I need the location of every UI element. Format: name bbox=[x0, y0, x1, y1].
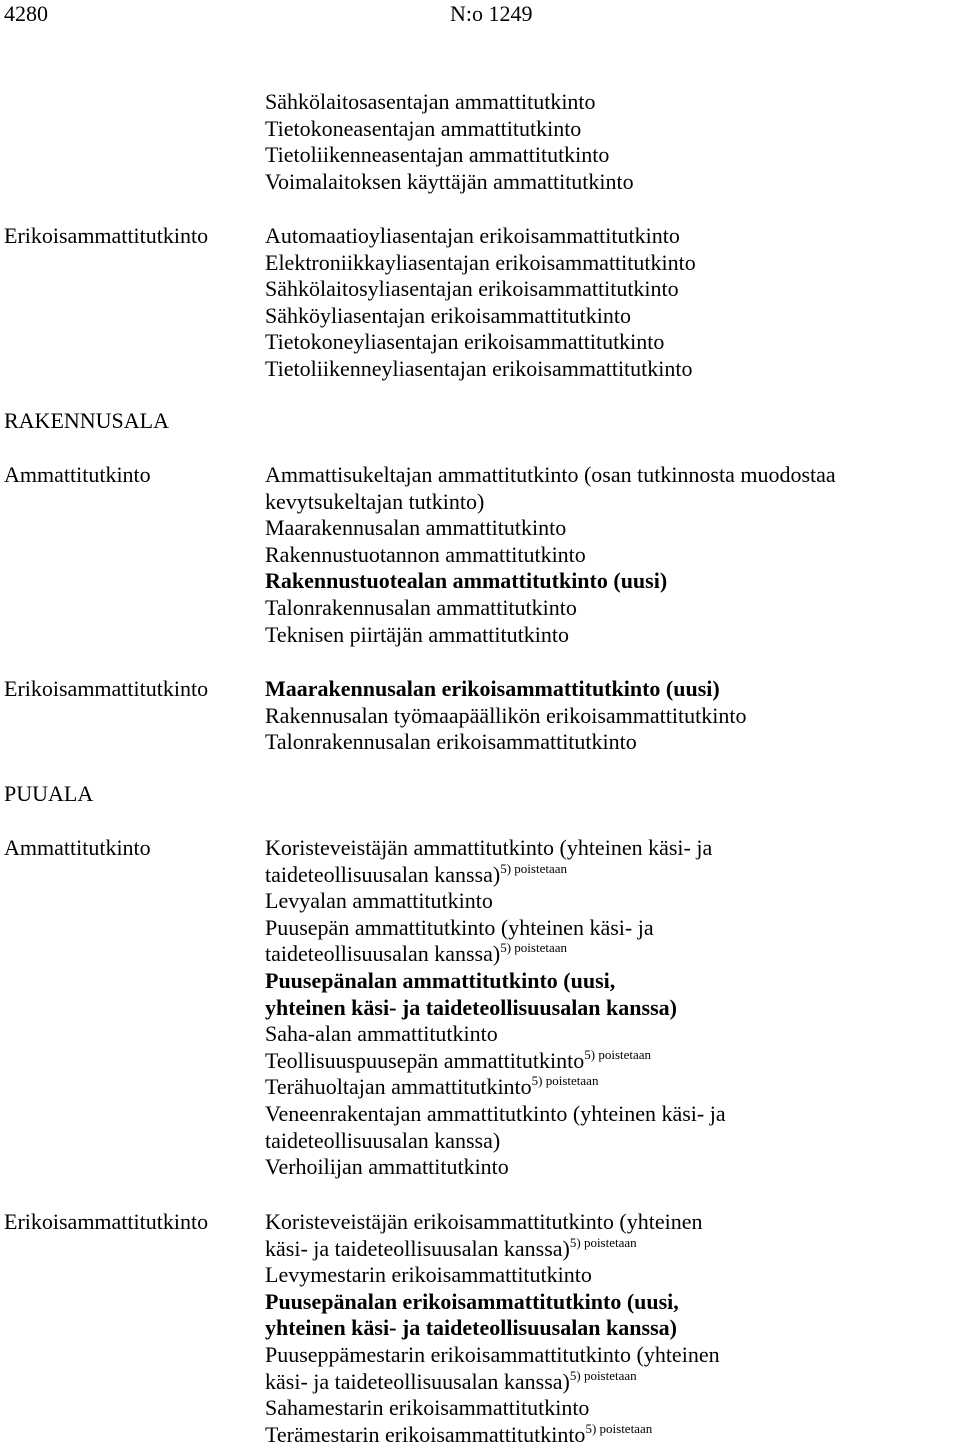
list-item bbox=[265, 462, 960, 515]
item-line bbox=[265, 676, 960, 703]
section-label: PUUALA bbox=[4, 781, 94, 806]
item-text: Sähköyliasentajan erikoisammattitutkinto bbox=[265, 302, 631, 328]
item-line bbox=[265, 1422, 960, 1449]
item-text: Teollisuuspuusepän ammattitutkinto bbox=[265, 1047, 585, 1073]
item-line bbox=[265, 888, 960, 915]
item-line bbox=[265, 169, 960, 196]
item-line bbox=[265, 835, 960, 862]
item-text: Veneenrakentajan ammattitutkinto (yhteinen käsi- ja bbox=[265, 1100, 726, 1126]
item-text: Sähkölaitosasentajan ammattitutkinto bbox=[265, 89, 596, 114]
list-item bbox=[265, 568, 960, 595]
item-text: Puusepän ammattitutkinto (yhteinen käsi- ja bbox=[265, 914, 654, 940]
item-line bbox=[265, 1128, 960, 1155]
item-text: Teknisen piirtäjän ammattitutkinto bbox=[265, 621, 569, 647]
item-line bbox=[265, 1021, 960, 1048]
item-list bbox=[265, 89, 960, 195]
item-line bbox=[265, 729, 960, 756]
item-line bbox=[265, 968, 960, 995]
item-text: Verhoilijan ammattitutkinto bbox=[265, 1154, 509, 1180]
item-line bbox=[265, 595, 960, 622]
item-text: Koristeveistäjän ammattitutkinto (yhteinen käsi- ja bbox=[265, 835, 713, 860]
list-item bbox=[265, 223, 960, 250]
item-line bbox=[265, 329, 960, 356]
section-label: Ammattitutkinto bbox=[4, 835, 151, 860]
item-text: Puuseppämestarin erikoisammattitutkinto (yhteinen bbox=[265, 1341, 720, 1367]
item-text: Saha-alan ammattitutkinto bbox=[265, 1021, 498, 1047]
list-item bbox=[265, 89, 960, 116]
list-item bbox=[265, 1209, 960, 1262]
item-line bbox=[265, 489, 960, 516]
item-line bbox=[265, 1395, 960, 1422]
list-item bbox=[265, 329, 960, 356]
item-line bbox=[265, 1289, 960, 1316]
item-text: Ammattisukeltajan ammattitutkinto (osan tutkinnosta muodostaa bbox=[265, 462, 836, 487]
item-text: Elektroniikkayliasentajan erikoisammattitutkinto bbox=[265, 249, 696, 275]
section-label: Erikoisammattitutkinto bbox=[4, 223, 209, 248]
item-list bbox=[265, 835, 960, 1181]
item-text: Rakennusalan työmaapäällikön erikoisammattitutkinto bbox=[265, 702, 747, 728]
item-line bbox=[265, 1315, 960, 1342]
item-line bbox=[265, 303, 960, 330]
item-text: käsi- ja taideteollisuusalan kanssa) bbox=[265, 1235, 570, 1261]
item-text: Tietokoneasentajan ammattitutkinto bbox=[265, 115, 582, 141]
item-line bbox=[265, 1074, 960, 1101]
item-text: Tietoliikenneyliasentajan erikoisammattitutkinto bbox=[265, 355, 693, 381]
item-text: yhteinen käsi- ja taideteollisuusalan kanssa) bbox=[265, 994, 677, 1020]
issue-number: N:o 1249 bbox=[450, 1, 533, 26]
item-text: Sahamestarin erikoisammattitutkinto bbox=[265, 1395, 590, 1421]
item-text: Automaatioyliasentajan erikoisammattitutkinto bbox=[265, 223, 680, 248]
list-item bbox=[265, 622, 960, 649]
item-list bbox=[265, 223, 960, 383]
item-text: Talonrakennusalan ammattitutkinto bbox=[265, 594, 577, 620]
list-item bbox=[265, 595, 960, 622]
item-line bbox=[265, 1101, 960, 1128]
item-text: käsi- ja taideteollisuusalan kanssa) bbox=[265, 1368, 570, 1394]
item-line bbox=[265, 995, 960, 1022]
footnote-marker: 5) poistetaan bbox=[585, 1420, 653, 1436]
item-text: taideteollisuusalan kanssa) bbox=[265, 1127, 501, 1153]
item-text: Levymestarin erikoisammattitutkinto bbox=[265, 1262, 592, 1288]
list-item bbox=[265, 1342, 960, 1395]
item-line bbox=[265, 142, 960, 169]
list-item bbox=[265, 1289, 960, 1342]
item-text: Rakennustuotealan ammattitutkinto (uusi) bbox=[265, 568, 668, 594]
item-list bbox=[265, 1209, 960, 1448]
list-item bbox=[265, 676, 960, 703]
list-item bbox=[265, 1422, 960, 1449]
item-line bbox=[265, 862, 960, 889]
list-item bbox=[265, 276, 960, 303]
item-line bbox=[265, 1342, 960, 1369]
item-text: Maarakennusalan erikoisammattitutkinto (uusi) bbox=[265, 676, 720, 701]
item-text: Terämestarin erikoisammattitutkinto bbox=[265, 1421, 586, 1447]
list-item bbox=[265, 250, 960, 277]
list-item bbox=[265, 1154, 960, 1181]
item-line bbox=[265, 1262, 960, 1289]
item-line bbox=[265, 250, 960, 277]
item-line bbox=[265, 276, 960, 303]
item-list bbox=[265, 462, 960, 648]
item-line bbox=[265, 515, 960, 542]
item-line bbox=[265, 915, 960, 942]
list-item bbox=[265, 142, 960, 169]
list-item bbox=[265, 1395, 960, 1422]
list-item bbox=[265, 968, 960, 1021]
item-text: Tietokoneyliasentajan erikoisammattitutkinto bbox=[265, 329, 665, 355]
item-line bbox=[265, 462, 960, 489]
list-item bbox=[265, 356, 960, 383]
section-label: Ammattitutkinto bbox=[4, 462, 151, 487]
item-text: Maarakennusalan ammattitutkinto bbox=[265, 515, 567, 541]
list-item bbox=[265, 1048, 960, 1075]
list-item bbox=[265, 888, 960, 915]
item-text: Voimalaitoksen käyttäjän ammattitutkinto bbox=[265, 168, 634, 194]
footnote-marker: 5) poistetaan bbox=[531, 1073, 599, 1089]
item-text: taideteollisuusalan kanssa) bbox=[265, 861, 501, 887]
list-item bbox=[265, 1101, 960, 1154]
item-text: yhteinen käsi- ja taideteollisuusalan kanssa) bbox=[265, 1315, 677, 1341]
item-text: Talonrakennusalan erikoisammattitutkinto bbox=[265, 729, 637, 755]
item-line bbox=[265, 542, 960, 569]
list-item bbox=[265, 303, 960, 330]
list-item bbox=[265, 729, 960, 756]
section-label: Erikoisammattitutkinto bbox=[4, 1209, 209, 1234]
item-list bbox=[265, 676, 960, 756]
footnote-marker: 5) poistetaan bbox=[584, 1046, 652, 1062]
item-text: taideteollisuusalan kanssa) bbox=[265, 941, 501, 967]
item-text: Tietoliikenneasentajan ammattitutkinto bbox=[265, 142, 610, 168]
list-item bbox=[265, 1021, 960, 1048]
footnote-marker: 5) poistetaan bbox=[569, 1234, 637, 1250]
list-item bbox=[265, 835, 960, 888]
item-text: Puusepänalan erikoisammattitutkinto (uusi, bbox=[265, 1288, 679, 1314]
item-line bbox=[265, 1236, 960, 1263]
list-item bbox=[265, 542, 960, 569]
item-line bbox=[265, 89, 960, 116]
list-item bbox=[265, 169, 960, 196]
item-text: Levyalan ammattitutkinto bbox=[265, 888, 493, 914]
section-label: Erikoisammattitutkinto bbox=[4, 676, 209, 701]
item-line bbox=[265, 1209, 960, 1236]
list-item bbox=[265, 116, 960, 143]
list-item bbox=[265, 1262, 960, 1289]
page-number: 4280 bbox=[4, 1, 48, 26]
item-line bbox=[265, 1154, 960, 1181]
item-text: Koristeveistäjän erikoisammattitutkinto (yhteinen bbox=[265, 1209, 703, 1234]
item-text: Rakennustuotannon ammattitutkinto bbox=[265, 541, 586, 567]
list-item bbox=[265, 915, 960, 968]
item-line bbox=[265, 1048, 960, 1075]
item-line bbox=[265, 941, 960, 968]
item-line bbox=[265, 622, 960, 649]
footnote-marker: 5) poistetaan bbox=[500, 860, 568, 876]
list-item bbox=[265, 703, 960, 730]
list-item bbox=[265, 1074, 960, 1101]
item-line bbox=[265, 223, 960, 250]
list-item bbox=[265, 515, 960, 542]
section-label: RAKENNUSALA bbox=[4, 408, 169, 433]
item-text: Puusepänalan ammattitutkinto (uusi, bbox=[265, 967, 616, 993]
item-text: kevytsukeltajan tutkinto) bbox=[265, 488, 485, 514]
item-line bbox=[265, 568, 960, 595]
item-text: Terähuoltajan ammattitutkinto bbox=[265, 1074, 532, 1100]
item-line bbox=[265, 703, 960, 730]
item-line bbox=[265, 356, 960, 383]
item-text: Sähkölaitosyliasentajan erikoisammattitutkinto bbox=[265, 276, 679, 302]
footnote-marker: 5) poistetaan bbox=[569, 1367, 637, 1383]
item-line bbox=[265, 1369, 960, 1396]
footnote-marker: 5) poistetaan bbox=[500, 940, 568, 956]
item-line bbox=[265, 116, 960, 143]
